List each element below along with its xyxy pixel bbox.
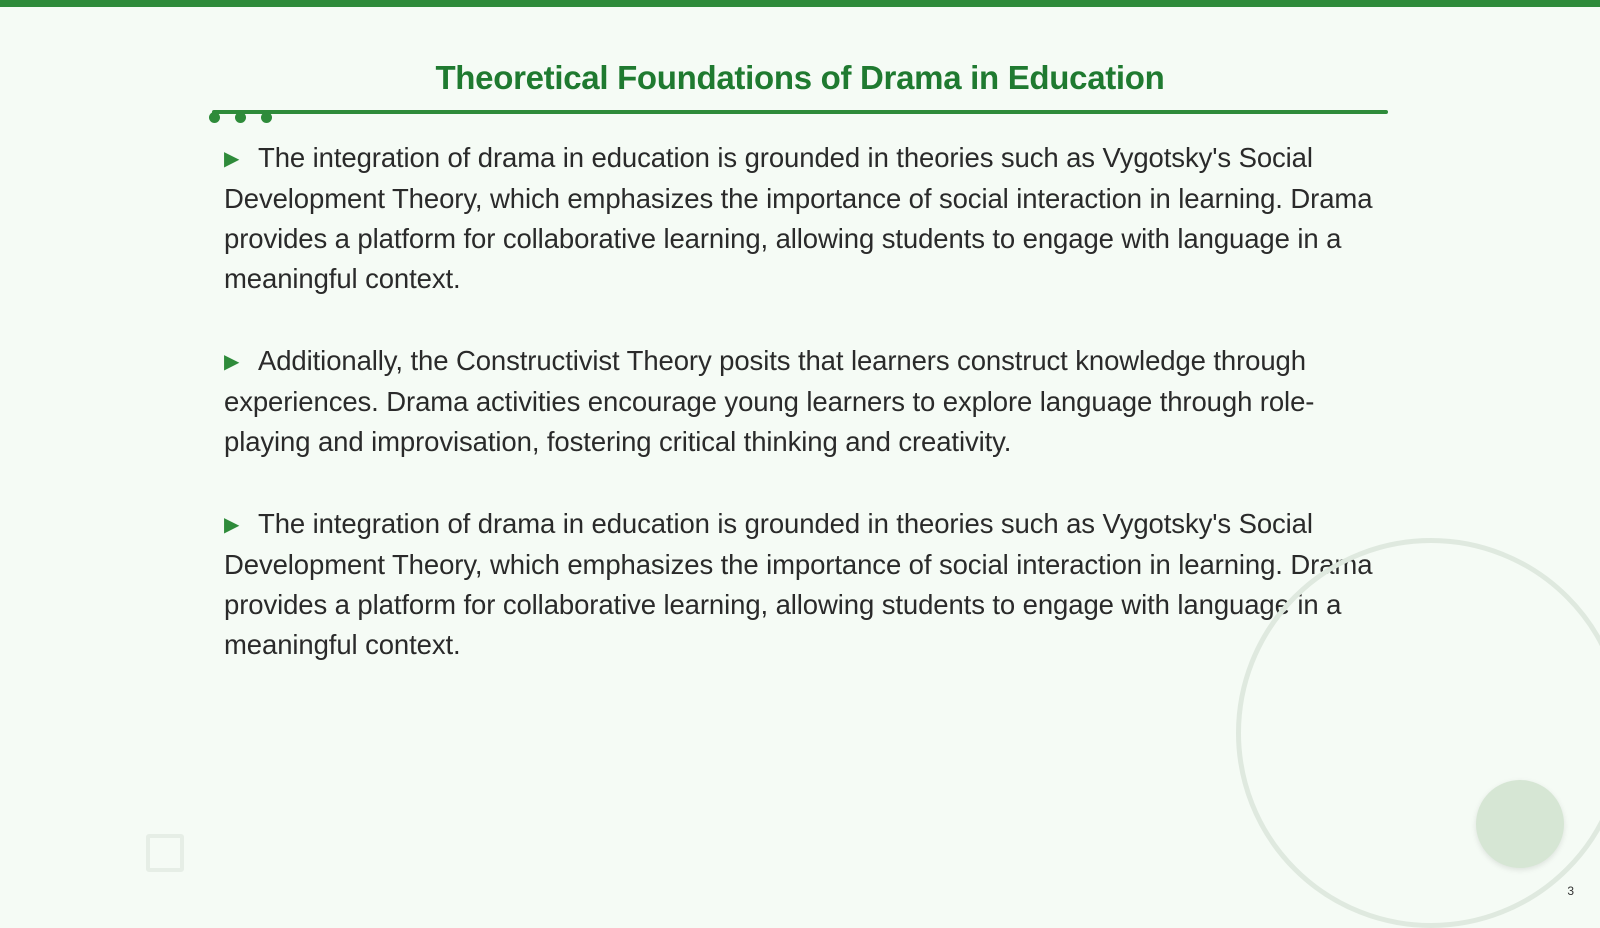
- bullet-item-1: [224, 138, 1374, 299]
- underline-dot-3: [261, 112, 272, 123]
- underline-dot-1: [209, 112, 220, 123]
- triangle-bullet-icon: ▶: [224, 351, 240, 373]
- bullet-text-3: The integration of drama in education is grounded in theories such as Vygotsky's Social Development Theory, which emphasizes the importance of social interaction in learning. Drama provides a platform for collaborative learning, allowing students to engage with language in a meaningful context.: [224, 508, 1373, 660]
- underline-dot-2: [235, 112, 246, 123]
- triangle-bullet-icon: ▶: [224, 514, 240, 536]
- bullet-text-2: Additionally, the Constructivist Theory posits that learners construct knowledge through experiences. Drama activities encourage young learners to explore language through role-playing and improvisation, fostering critical thinking and creativity.: [224, 345, 1315, 457]
- page-number: 3: [1567, 884, 1574, 898]
- title-underline: [212, 110, 1388, 114]
- top-accent-bar: [0, 0, 1600, 7]
- triangle-bullet-icon: ▶: [224, 148, 240, 170]
- bullet-item-3: [224, 504, 1374, 665]
- bullet-item-2: [224, 341, 1374, 462]
- decorative-ring: [1236, 538, 1600, 928]
- decorative-disc: [1476, 780, 1564, 868]
- bullet-text-1: The integration of drama in education is grounded in theories such as Vygotsky's Social Development Theory, which emphasizes the importance of social interaction in learning. Drama provides a platform for collaborative learning, allowing students to engage with language in a meaningful context.: [224, 142, 1373, 294]
- slide-title: Theoretical Foundations of Drama in Education: [435, 59, 1165, 96]
- decorative-square: [146, 834, 184, 872]
- bullet-list: [224, 138, 1374, 665]
